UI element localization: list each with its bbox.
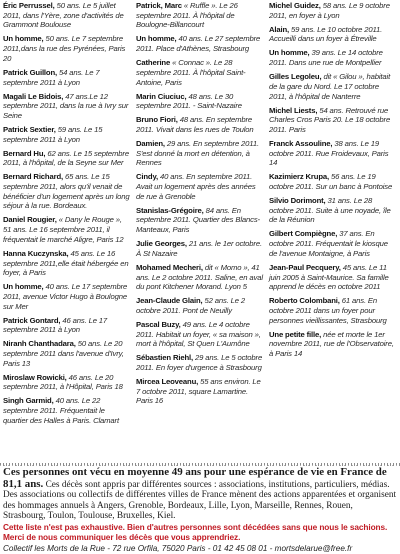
entry-name: Niranh Chanthadara, — [3, 339, 76, 349]
contact-line: Collectif les Morts de la Rue - 72 rue Orfila, 75020 Paris - 01 42 45 08 01 - mortsdelarue@free.fr — [3, 543, 353, 553]
list-entry — [3, 396, 131, 425]
list-entry — [136, 1, 264, 30]
list-entry — [3, 125, 131, 144]
entry-detail: 40 ans. Le 27 septembre 2011. Place d'Athènes, Strasbourg — [136, 34, 261, 54]
entry-detail: 55 ans environ. Le 7 octobre 2011, square Lamartine. Paris 16 — [136, 377, 261, 406]
entry-name: Un homme, — [136, 34, 177, 44]
list-entry — [269, 139, 397, 168]
list-entry — [136, 353, 264, 372]
entry-name: Bernard Richard, — [3, 172, 63, 182]
entry-detail: née et morte le 1er novembre 2011, rue de l'Observatoire, à Paris 14 — [269, 329, 394, 359]
entry-name: Bernard Hu, — [3, 148, 46, 158]
entry-name: Sébastien Riehl, — [136, 353, 193, 363]
entry-name: Singh Garmid, — [3, 396, 54, 406]
summary-body: Ces décès sont appris par différentes sources : associations, institutions, particuliers, médias. Des associations ou collectifs de différentes villes de France mènent des actions apparentées et organisent des hommages annuels à Angers, Grenoble, Bordeaux, Lille, Lyon, Marseille, Rennes, Rouen, Strasbourg, Toulon, Toulouse, Bruxelles, Kiel. — [3, 479, 397, 522]
list-entry — [269, 296, 397, 325]
list-entry — [3, 249, 131, 278]
entry-detail: 40 ans. Le 22 septembre 2011. Fréquentait le quartier des Halles à Paris. Clamart — [3, 396, 119, 425]
entry-detail: 37 ans. En octobre 2011. Fréquentait le kiosque de l'avenue Montaigne, à Paris — [269, 229, 388, 258]
entry-name: Kazimierz Krupa, — [269, 172, 329, 182]
entry-name: Jean-Paul Pecquery, — [269, 262, 341, 272]
entry-detail: 49 ans. Le 4 octobre 2011. Habitait un foyer, « sa maison », mort à l'hôpital, St Quen L'Aumône — [136, 319, 261, 349]
list-column-1 — [3, 1, 131, 461]
summary-paragraph — [3, 467, 397, 522]
entry-detail: « Connac ». Le 28 septembre 2011. À l'hôpital Saint-Antoine, Paris — [136, 58, 246, 87]
list-entry — [136, 139, 264, 168]
list-entry — [136, 377, 264, 406]
entry-name: Patrick, Marc — [136, 1, 182, 10]
entry-name: Miroslaw Rowicki, — [3, 372, 67, 382]
entry-name: Un homme, — [3, 282, 44, 292]
list-entry — [3, 1, 131, 30]
entry-detail: 46 ans. Le 20 septembre 2011, à l'Hôpital, Paris 18 — [3, 372, 123, 392]
entry-detail: 45 ans. Le 11 juin 2005 à Saint-Maurice. Sa famille apprend le décès en octobre 2011 — [269, 262, 389, 292]
memorial-list — [3, 1, 397, 461]
entry-name: Magali Le Bidois, — [3, 91, 64, 101]
entry-name: Une petite fille, — [269, 329, 322, 339]
entry-name: Mircea Leoveanu, — [136, 377, 199, 387]
entry-detail: 58 ans. Le 9 octobre 2011, en foyer à Lyon — [269, 1, 390, 20]
list-entry — [3, 316, 131, 335]
list-entry — [269, 48, 397, 67]
list-entry — [3, 373, 131, 392]
entry-name: Un homme, — [269, 48, 310, 58]
entry-name: Silvio Dorimont, — [269, 196, 326, 206]
entry-detail: 47 ans.Le 12 septembre 2011, dans la rue à Ivry sur Seine — [3, 91, 129, 120]
entry-detail: 50 ans. Le 5 juillet 2011, dans l'Yère, zone d'activités de Grammont Boulouse — [3, 1, 124, 30]
entry-detail: 31 ans. Le 28 octobre 2011. Suite à une noyade, île de la Réunion — [269, 196, 391, 225]
entry-detail: 48 ans. Le 30 septembre 2011. - Saint-Nazaire — [136, 91, 242, 111]
entry-detail: 38 ans. Le 19 octobre 2011. Rue Froidevaux, Paris 14 — [269, 138, 389, 168]
entry-detail: 56 ans. Le 19 octobre 2011. Sur un banc à Pontoise — [269, 172, 393, 192]
entry-name: Hanna Kuczynska, — [3, 248, 69, 258]
list-entry — [3, 68, 131, 87]
entry-detail: « Ruffle ». Le 26 septembre 2011. À l'hôpital de Boulogne-Billancourt — [136, 1, 238, 30]
list-entry — [136, 296, 264, 315]
entry-detail: « Dany le Rouge », 51 ans. Le 16 septembre 2011, il fréquentait le marché Aligre, Paris 12 — [3, 215, 124, 244]
list-entry — [3, 172, 131, 211]
entry-detail: 84 ans. En septembre 2011. Quartier des Blancs-Manteaux, Paris — [136, 205, 260, 235]
list-entry — [136, 206, 264, 235]
warning-notice: Cette liste n'est pas exhaustive. Bien d'autres personnes sont décédées sans que nous le sachions. Merci de nous communiquer les décès que vous apprendriez. — [3, 521, 388, 542]
entry-detail: 54 ans. Retrouvé rue Charles Cros Paris 20. Le 18 octobre 2011. Paris — [269, 105, 391, 134]
list-entry — [136, 34, 264, 53]
entry-name: Un homme, — [3, 34, 44, 44]
list-entry — [269, 1, 397, 20]
entry-detail: dit « Gilou », habitait de la gare du Nord. Le 17 octobre 2011, à l'hôpital de Nanterre — [269, 72, 391, 101]
entry-detail: 46 ans. Le 17 septembre 2011 à Lyon — [3, 315, 108, 335]
list-entry — [136, 263, 264, 292]
list-entry — [136, 172, 264, 201]
entry-detail: 29 ans. En septembre 2011. S'est donné la mort en détention, à Rennes — [136, 138, 259, 168]
list-entry — [136, 92, 264, 111]
entry-name: Bruno Fiori, — [136, 115, 178, 125]
entry-name: Gilles Legoleu, — [269, 72, 322, 82]
list-entry — [269, 263, 397, 292]
list-entry — [269, 330, 397, 359]
entry-name: Cindy, — [136, 172, 159, 182]
entry-name: Stanislas-Grégoire, — [136, 205, 204, 215]
entry-name: Patrick Gontard, — [3, 315, 61, 325]
list-entry — [136, 239, 264, 258]
list-entry — [136, 58, 264, 87]
list-entry — [3, 282, 131, 311]
entry-name: Éric Perrussel, — [3, 1, 55, 10]
list-entry — [3, 339, 131, 368]
entry-detail: 61 ans. En octobre 2011 dans un foyer pour personnes vieillissantes, Strasbourg — [269, 296, 387, 325]
entry-detail: 45 ans. Le 16 septembre 2011,elle était hébergée en foyer, à Paris — [3, 248, 129, 278]
entry-name: Julie Georges, — [136, 239, 187, 249]
entry-detail: 50 ans. Le 20 septembre 2011 dans l'avenue d'Ivry, Paris 13 — [3, 339, 124, 368]
entry-name: Patrick Sextier, — [3, 124, 56, 134]
entry-detail: 40 ans. En septembre 2011. Avait un logement après des années de rue à Grenoble — [136, 172, 256, 201]
entry-name: Franck Assouline, — [269, 138, 333, 148]
entry-detail: 39 ans. Le 14 octobre 2011. Dans une rue de Montpellier — [269, 48, 383, 68]
list-entry — [3, 34, 131, 63]
entry-detail: 40 ans. Le 17 septembre 2011, avenue Victor Hugo à Boulogne sur Mer — [3, 282, 128, 311]
list-entry — [269, 196, 397, 225]
entry-name: Mohamed Mecheri, — [136, 262, 203, 272]
entry-name: Pascal Buzy, — [136, 319, 181, 329]
list-entry — [3, 92, 131, 121]
entry-name: Michel Liests, — [269, 105, 318, 115]
list-column-3 — [269, 1, 397, 461]
list-entry — [269, 106, 397, 135]
list-entry — [269, 172, 397, 191]
entry-name: Marin Ciuciuc, — [136, 91, 187, 101]
entry-name: Gilbert Compiègne, — [269, 229, 338, 239]
summary-lead: Ces personnes ont vécu en moyenne 49 ans pour une espérance de vie en France de 81,1 ans. — [3, 466, 387, 490]
entry-name: Daniel Rougier, — [3, 215, 57, 225]
footer — [3, 467, 397, 554]
entry-detail: dit « Momo », 41 ans. Le 2 octobre 2011. Saline, en aval du pont Kitchener Morand. Lyon 5 — [136, 262, 263, 292]
list-entry — [136, 115, 264, 134]
entry-detail: 59 ans. Le 10 octobre 2011. Accueilli dans un foyer à Étreville — [269, 24, 383, 44]
entry-detail: 62 ans. Le 15 septembre 2011, à l'hôpital, de la Seyne sur Mer — [3, 148, 129, 168]
list-entry — [269, 25, 397, 44]
list-column-2 — [136, 1, 264, 461]
list-entry — [3, 149, 131, 168]
entry-name: Damien, — [136, 138, 165, 148]
entry-name: Michel Guidez, — [269, 1, 321, 10]
list-entry — [136, 320, 264, 349]
entry-detail: 29 ans. Le 5 octobre 2011. En foyer d'urgence à Strasbourg — [136, 353, 263, 373]
entry-detail: 52 ans. Le 2 octobre 2011. Pont de Neuilly — [136, 296, 246, 315]
entry-name: Alain, — [269, 24, 290, 34]
list-entry — [269, 72, 397, 101]
entry-detail: 65 ans. Le 15 septembre 2011, alors qu'il venait de bénéficier d'un logement après un long séjour à la rue. Bordeaux. — [3, 172, 130, 211]
entry-detail: 48 ans. En septembre 2011. Vivait dans les rues de Toulon — [136, 115, 254, 134]
entry-name: Jean-Claude Glain, — [136, 296, 203, 306]
entry-name: Roberto Colombani, — [269, 296, 340, 306]
entry-detail: 50 ans. Le 7 septembre 2011,dans la rue des Pyrénées, Paris 20 — [3, 34, 126, 63]
entry-name: Catherine — [136, 58, 171, 68]
list-entry — [269, 229, 397, 258]
entry-detail: 59 ans. Le 15 septembre 2011 à Lyon — [3, 124, 103, 144]
entry-name: Patrick Guillon, — [3, 67, 57, 77]
entry-detail: 21 ans. le 1er octobre. À St Nazaire — [136, 239, 262, 258]
entry-detail: 54 ans. Le 7 septembre 2011 à Lyon — [3, 67, 100, 87]
list-entry — [3, 215, 131, 244]
